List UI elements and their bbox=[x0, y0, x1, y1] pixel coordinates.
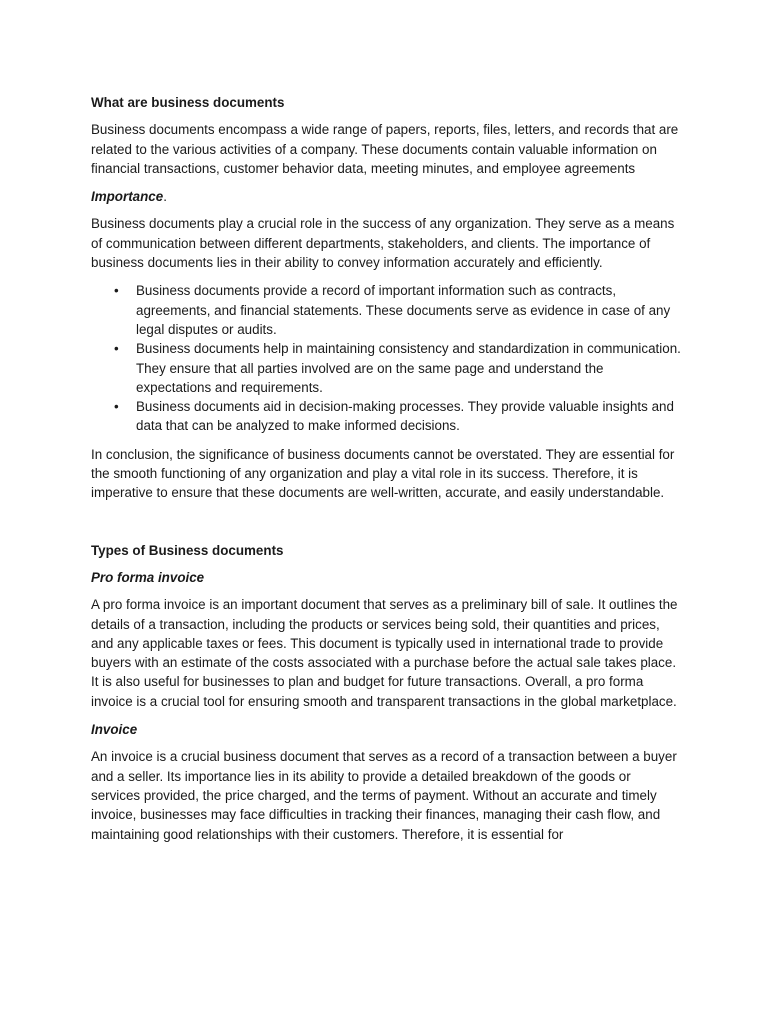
bullet-icon: • bbox=[114, 341, 119, 357]
types-heading: Types of Business documents bbox=[91, 542, 284, 558]
doc-title: What are business documents bbox=[91, 95, 285, 110]
list-item bbox=[114, 281, 681, 339]
invoice-paragraph: An invoice is a crucial business document that serves as a record of a transaction between a buyer and a seller. Its importance lies in its ability to provide a detailed breakdown of the goods or services provided, the price charged, and the terms of payment. Without an accurate and timely invoice, businesses may face difficulties in tracking their finances, managing their cash flow, and maintaining good relationships with their customers. Therefore, it is essential for bbox=[91, 749, 677, 842]
importance-heading bbox=[91, 187, 681, 206]
intro-paragraph: Business documents encompass a wide range of papers, reports, files, letters, and records that are related to the various activities of a company. These documents contain valuable information on financial transactions, customer behavior data, meeting minutes, and employee agreements bbox=[91, 122, 679, 176]
bullet-icon: • bbox=[114, 399, 119, 415]
conclusion-paragraph: In conclusion, the significance of business documents cannot be overstated. They are essential for the smooth functioning of any organization and play a vital role in its success. Therefore, it is imperative to ensure that these documents are well-written, accurate, and easily understandable. bbox=[91, 446, 675, 501]
importance-heading-text: Importance bbox=[91, 189, 164, 205]
importance-bullet-list bbox=[91, 281, 681, 435]
importance-heading-dot: . bbox=[163, 189, 167, 205]
bullet-icon: • bbox=[114, 283, 119, 299]
proforma-paragraph: A pro forma invoice is an important document that serves as a preliminary bill of sale. It outlines the details of a transaction, including the products or services being sold, their quantities and prices, and any applicable taxes or fees. This document is typically used in international trade to provide buyers with an estimate of the costs associated with a purchase before the actual sale takes place. It is also useful for businesses to plan and budget for future transactions. Overall, a pro forma invoice is a crucial tool for ensuring smooth and transparent transactions in the global marketplace. bbox=[91, 597, 678, 709]
list-item-text: Business documents provide a record of important information such as contracts, agreements, and financial statements. These documents serve as evidence in case of any legal disputes or audits. bbox=[136, 283, 671, 337]
list-item bbox=[114, 397, 681, 436]
list-item-text: Business documents aid in decision-making processes. They provide valuable insights and data that can be analyzed to make informed decisions. bbox=[136, 399, 674, 434]
importance-paragraph: Business documents play a crucial role in the success of any organization. They serve as a means of communication between different departments, stakeholders, and clients. The importance of business documents lies in their ability to convey information accurately and efficiently. bbox=[91, 216, 675, 271]
list-item bbox=[114, 339, 681, 397]
list-item-text: Business documents help in maintaining consistency and standardization in communication. They ensure that all parties involved are on the same page and understand the expectations and requirements. bbox=[136, 341, 681, 395]
document-page bbox=[91, 93, 681, 853]
section-spacer bbox=[91, 512, 681, 541]
invoice-heading: Invoice bbox=[91, 722, 138, 738]
proforma-heading: Pro forma invoice bbox=[91, 569, 205, 585]
